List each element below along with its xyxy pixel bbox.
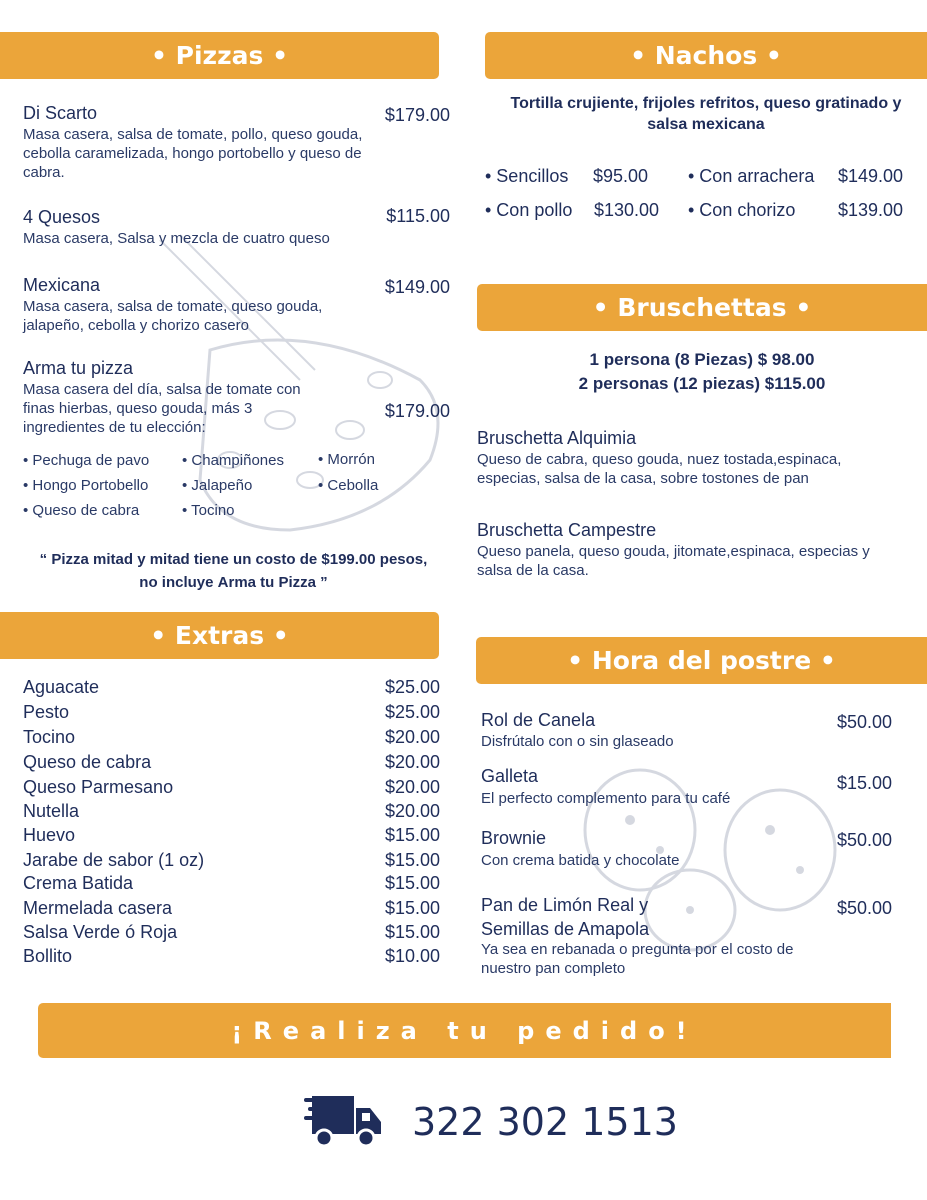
extra-price: $15.00 <box>384 898 440 918</box>
pizza-half-note <box>0 548 467 594</box>
dessert-name: Rol de Canela <box>481 710 596 730</box>
dessert-description: El perfecto complemento para tu café <box>481 790 731 807</box>
pizza-description: Masa casera del día, salsa de tomate con finas hierbas, queso gouda, más 3 ingredientes de tu elección: <box>23 381 301 436</box>
extras-row <box>23 922 440 946</box>
dessert-description: Disfrútalo con o sin glaseado <box>481 733 674 750</box>
dessert-price: $50.00 <box>836 712 892 732</box>
nachos-option-name: • Sencillos <box>485 166 569 186</box>
bruschetta-name: Bruschetta Alquimia <box>477 428 637 448</box>
order-cta-banner[interactable] <box>38 1003 891 1058</box>
extra-name: Crema Batida <box>23 873 134 893</box>
dessert-name: Galleta <box>481 766 539 786</box>
pizza-description: Masa casera, Salsa y mezcla de cuatro queso <box>23 230 330 247</box>
extras-title: • Extras • <box>150 621 289 650</box>
nachos-option-price: $149.00 <box>838 166 904 186</box>
extra-price: $15.00 <box>384 922 440 942</box>
pizza-description: Masa casera, salsa de tomate, pollo, queso gouda, cebolla caramelizada, hongo portobello y queso de cabra. <box>23 126 363 181</box>
extras-row <box>23 850 440 874</box>
extra-price: $25.00 <box>384 677 440 697</box>
extra-price: $15.00 <box>384 873 440 893</box>
ingredient-option: • Hongo Portobello <box>23 477 149 494</box>
nachos-option-price: $130.00 <box>594 200 660 220</box>
note-text: ” <box>316 574 328 591</box>
extra-name: Huevo <box>23 825 76 845</box>
dessert-description: Con crema batida y chocolate <box>481 852 680 869</box>
dessert-name: Pan de Limón Real y Semillas de Amapola <box>481 895 650 939</box>
ingredient-option: • Pechuga de pavo <box>23 452 150 469</box>
note-line-2 <box>0 571 467 594</box>
ingredient-option: • Queso de cabra <box>23 502 140 519</box>
extra-name: Salsa Verde ó Roja <box>23 922 178 942</box>
ingredient-option: • Jalapeño <box>182 477 253 494</box>
extras-banner <box>0 612 439 659</box>
dessert-name: Brownie <box>481 828 547 848</box>
extra-name: Pesto <box>23 702 70 722</box>
extras-row <box>23 677 440 701</box>
bruschetta-name: Bruschetta Campestre <box>477 520 657 540</box>
delivery-truck-icon <box>302 1094 384 1150</box>
dessert-description: Ya sea en rebanada o pregunta por el costo de nuestro pan completo <box>481 941 794 977</box>
extra-name: Queso de cabra <box>23 752 152 772</box>
extra-name: Queso Parmesano <box>23 777 174 797</box>
nachos-option-name: • Con pollo <box>485 200 573 220</box>
extra-price: $15.00 <box>384 850 440 870</box>
extras-row <box>23 825 440 849</box>
pizza-description: Masa casera, salsa de tomate, queso gouda, jalapeño, cebolla y chorizo casero <box>23 298 323 334</box>
order-cta-label: ¡Realiza tu pedido! <box>231 1016 698 1045</box>
extra-name: Bollito <box>23 946 73 966</box>
pizza-name: Di Scarto <box>23 103 98 123</box>
extras-row <box>23 702 440 726</box>
extras-row <box>23 752 440 776</box>
nachos-option-price: $95.00 <box>593 166 649 186</box>
extra-name: Aguacate <box>23 677 100 697</box>
phone-number[interactable]: 322 302 1513 <box>412 1100 678 1144</box>
extras-row <box>23 777 440 801</box>
extra-price: $20.00 <box>384 777 440 797</box>
extras-row <box>23 873 440 897</box>
pizza-name: Mexicana <box>23 275 101 295</box>
bruschettas-prices <box>477 348 927 396</box>
ingredient-option: • Tocino <box>182 502 235 519</box>
extras-row <box>23 946 440 970</box>
nachos-title: • Nachos • <box>630 41 782 70</box>
nachos-option-name: • Con arrachera <box>688 166 815 186</box>
extra-price: $15.00 <box>384 825 440 845</box>
ingredient-option: • Cebolla <box>318 477 379 494</box>
bruschettas-banner <box>477 284 927 331</box>
pizza-price: $115.00 <box>386 206 450 226</box>
nachos-option-name: • Con chorizo <box>688 200 796 220</box>
extra-price: $20.00 <box>384 752 440 772</box>
extra-name: Jarabe de sabor (1 oz) <box>23 850 205 870</box>
extra-price: $20.00 <box>384 801 440 821</box>
note-text: no incluye <box>139 574 218 591</box>
extra-name: Tocino <box>23 727 76 747</box>
nachos-banner <box>485 32 927 79</box>
note-emphasis: Arma tu Pizza <box>217 574 317 591</box>
pizza-price: $179.00 <box>384 401 450 421</box>
bruschettas-price-line: 2 personas (12 piezas) $115.00 <box>578 374 826 393</box>
pizza-name: 4 Quesos <box>23 207 101 227</box>
extra-price: $25.00 <box>384 702 440 722</box>
pizzas-title: • Pizzas • <box>150 41 289 70</box>
pizzas-banner <box>0 32 439 79</box>
nachos-subtitle: Tortilla crujiente, frijoles refritos, queso gratinado y salsa mexicana <box>510 95 902 133</box>
pizza-price: $179.00 <box>384 105 450 125</box>
extra-price: $10.00 <box>384 946 440 966</box>
ingredient-option: • Champiñones <box>182 452 284 469</box>
ingredient-option: • Morrón <box>318 451 375 468</box>
pizza-price: $149.00 <box>384 277 450 297</box>
extras-row <box>23 801 440 825</box>
pizza-name: Arma tu pizza <box>23 358 134 378</box>
dessert-price: $50.00 <box>836 898 892 918</box>
dessert-price: $15.00 <box>836 773 892 793</box>
postre-banner <box>476 637 927 684</box>
nachos-option-price: $139.00 <box>838 200 904 220</box>
extra-name: Nutella <box>23 801 80 821</box>
extras-row <box>23 898 440 922</box>
extra-name: Mermelada casera <box>23 898 173 918</box>
bruschettas-price-line: 1 persona (8 Piezas) $ 98.00 <box>589 350 815 369</box>
postre-title: • Hora del postre • <box>567 646 836 675</box>
note-line-1: “ Pizza mitad y mitad tiene un costo de $199.00 pesos, <box>39 551 428 568</box>
bruschettas-title: • Bruschettas • <box>592 293 812 322</box>
dessert-price: $50.00 <box>836 830 892 850</box>
bruschetta-description: Queso panela, queso gouda, jitomate,espinaca, especias y salsa de la casa. <box>477 543 870 579</box>
extras-row <box>23 727 440 751</box>
bruschetta-description: Queso de cabra, queso gouda, nuez tostada,espinaca, especias, salsa de la casa, sobre tostones de pan <box>477 451 842 487</box>
extra-price: $20.00 <box>384 727 440 747</box>
